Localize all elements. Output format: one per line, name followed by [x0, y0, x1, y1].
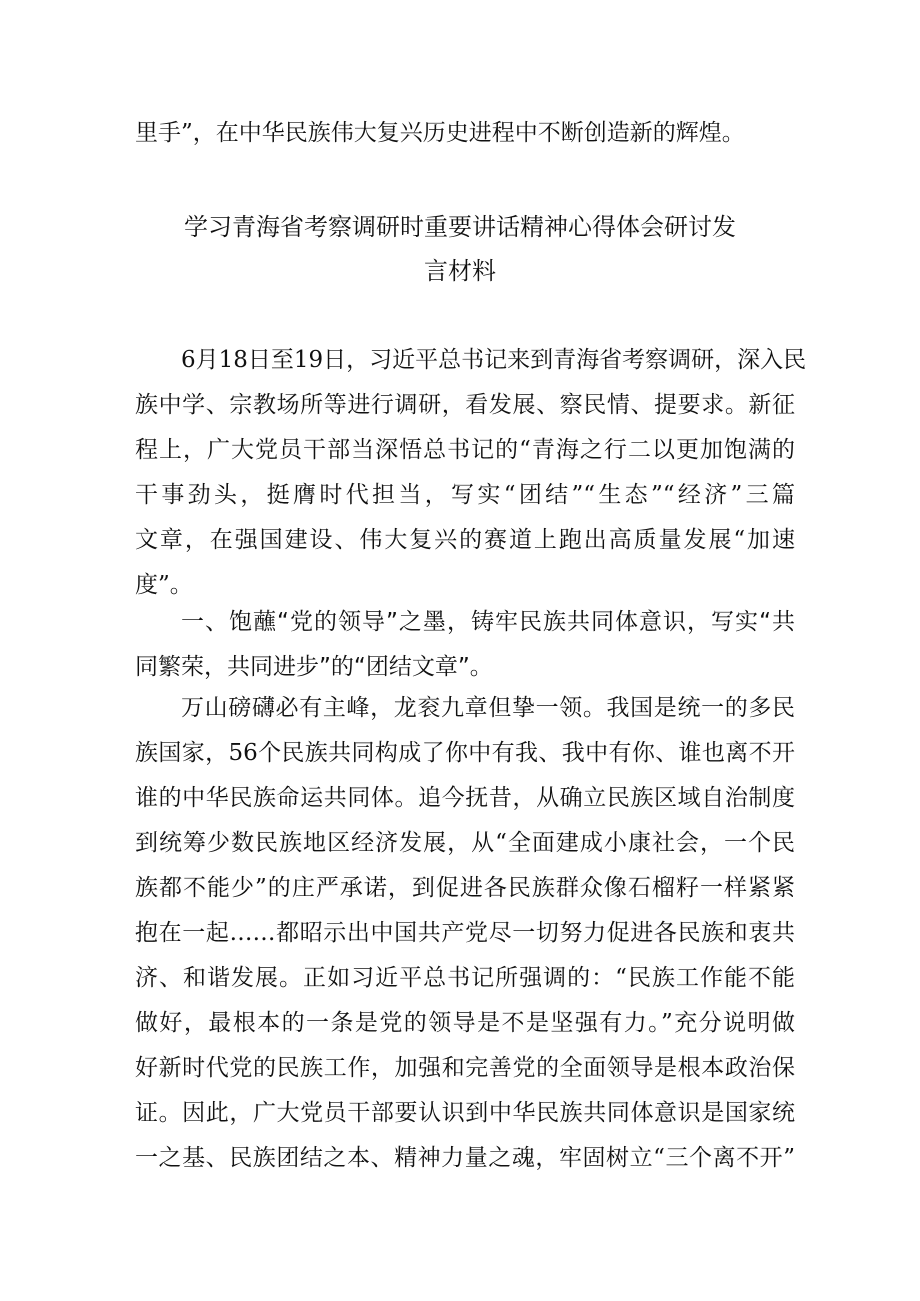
section-body-line: 万山磅礴必有主峰，龙衮九章但挚一领。我国是统一的多民	[181, 695, 795, 721]
intro-paragraph-line: 6月18日至19日，习近平总书记来到青海省考察调研，深入民	[181, 347, 807, 373]
section-body-line: 族都不能少”的庄严承诺，到促进各民族群众像石榴籽一样紧紧	[135, 875, 795, 901]
intro-paragraph-line: 干事劲头，挺膺时代担当，写实“团结”“生态”“经济”三篇	[135, 482, 795, 508]
section-heading-line-1: 一、饱蘸“党的领导”之墨，铸牢民族共同体意识，写实“共	[181, 609, 795, 635]
section-body-line: 抱在一起……都昭示出中国共产党尽一切努力促进各民族和衷共	[135, 920, 795, 946]
intro-paragraph-line: 程上，广大党员干部当深悟总书记的“青海之行二以更加饱满的	[135, 437, 795, 463]
section-body-line: 到统筹少数民族地区经济发展，从“全面建成小康社会，一个民	[135, 830, 795, 856]
section-body-line: 一之基、民族团结之本、精神力量之魂，牢固树立“三个离不开”	[135, 1145, 795, 1171]
section-body-line: 济、和谐发展。正如习近平总书记所强调的：“民族工作能不能	[135, 965, 795, 991]
section-body-line: 好新时代党的民族工作，加强和完善党的全面领导是根本政治保	[135, 1055, 795, 1081]
intro-paragraph-line: 文章，在强国建设、伟大复兴的赛道上跑出高质量发展“加速	[135, 527, 795, 553]
document-title-line-1: 学习青海省考察调研时重要讲话精神心得体会研讨发	[184, 213, 736, 241]
intro-paragraph-line: 族中学、宗教场所等进行调研，看发展、察民情、提要求。新征	[135, 392, 795, 418]
section-body-line: 证。因此，广大党员干部要认识到中华民族共同体意识是国家统	[135, 1100, 795, 1126]
section-heading-line-2: 同繁荣，共同进步”的“团结文章”。	[135, 654, 493, 680]
intro-paragraph-line: 度”。	[135, 572, 193, 598]
section-body-line: 做好，最根本的一条是党的领导是不是坚强有力。”充分说明做	[135, 1010, 795, 1036]
document-title-line-2: 言材料	[424, 257, 496, 285]
section-body-line: 族国家，56个民族共同构成了你中有我、我中有你、谁也离不开	[135, 740, 795, 766]
previous-paragraph-tail: 里手”，在中华民族伟大复兴历史进程中不断创造新的辉煌。	[135, 120, 745, 146]
section-body-line: 谁的中华民族命运共同体。追今抚昔，从确立民族区域自治制度	[135, 785, 795, 811]
